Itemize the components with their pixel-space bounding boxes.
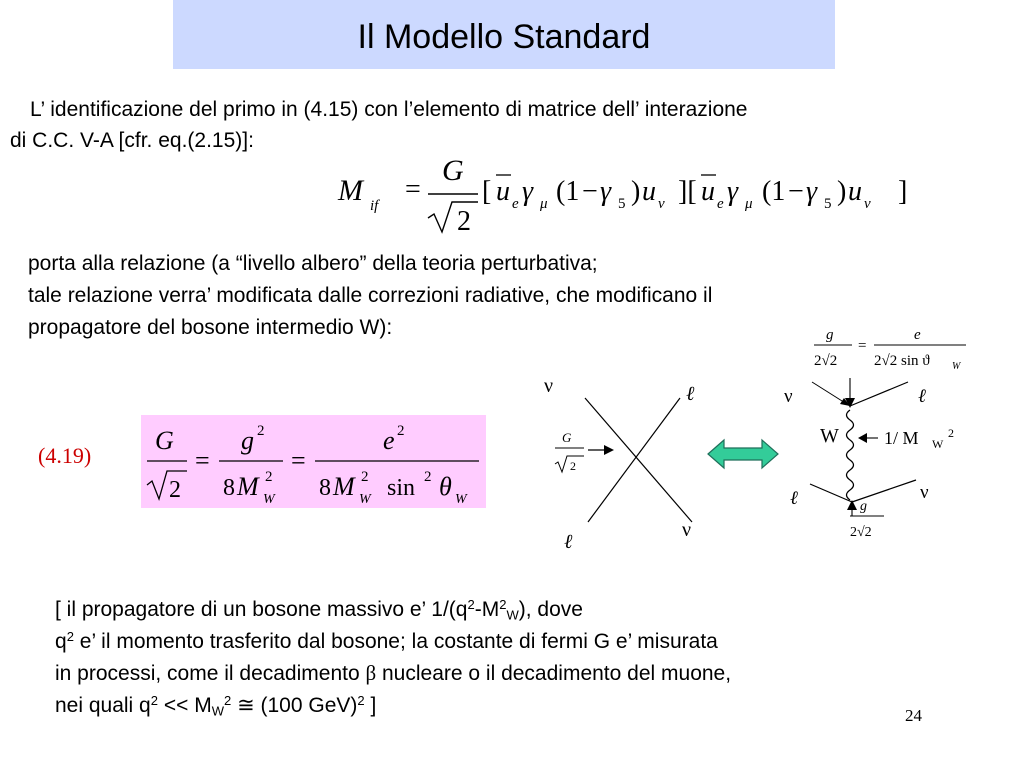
- svg-text:ν: ν: [864, 196, 871, 212]
- svg-text:u: u: [642, 176, 656, 207]
- svg-text:μ: μ: [540, 196, 548, 212]
- svg-text:e: e: [512, 196, 519, 212]
- svg-text:G: G: [155, 426, 174, 455]
- svg-text:θ: θ: [439, 472, 452, 501]
- intro-line-2: di C.C. V-A [cfr. eq.(2.15)]:: [10, 129, 254, 152]
- rel-den-sub: W: [952, 361, 961, 372]
- lower-fermion-line: [810, 484, 852, 502]
- svg-text:e: e: [717, 196, 724, 212]
- coupling-sqrt-2: 2: [570, 459, 576, 473]
- svg-text:2: 2: [424, 469, 432, 485]
- coupling-arrow: [604, 445, 614, 455]
- intro-line-1: L’ identificazione del primo in (4.15) con l’elemento di matrice dell’ interazione: [30, 98, 748, 121]
- nu-bottom-label: ν: [920, 482, 929, 503]
- svg-text:u: u: [701, 176, 715, 207]
- propagator-arrow: [858, 433, 867, 443]
- beta-symbol: β: [365, 661, 377, 685]
- svg-text:W: W: [263, 492, 275, 507]
- footer-line-4: nei quali $q^2 << M_W^2$ ≅ (100 GeV)$^2$ ]: [55, 692, 377, 719]
- rel-den-left: 2√2: [814, 353, 838, 369]
- eq-sqrt-2: 2: [457, 206, 471, 237]
- svg-text:2: 2: [361, 469, 369, 485]
- nu-top-label: ν: [784, 386, 793, 407]
- prop-label: 1/ M: [884, 428, 919, 448]
- svg-text:=: =: [195, 446, 210, 475]
- rel-den-right: 2√2 sin ϑ: [874, 353, 930, 369]
- svg-text:M: M: [333, 472, 355, 501]
- footer-line-1: [ il propagatore di un bosone massivo e’ $1/(q^2-M^2_W)$, dove: [55, 596, 583, 623]
- body-line-2: tale relazione verra’ modificata dalle correzioni radiative, che modificano il: [28, 284, 713, 307]
- svg-text:5: 5: [824, 196, 832, 212]
- footer-line-2: $q^2$ e’ il momento trasferito dal bosone; la costante di fermi G e’ misurata: [55, 628, 718, 653]
- eq-equals: =: [405, 174, 421, 205]
- fermion-line-nu: [585, 398, 692, 522]
- w-propagator: [847, 410, 854, 500]
- svg-text:u: u: [496, 176, 510, 207]
- svg-text:ν: ν: [658, 196, 665, 212]
- svg-text:u: u: [848, 176, 862, 207]
- svg-text:[: [: [482, 176, 492, 207]
- w-exchange-diagram: [780, 320, 980, 550]
- svg-text:8: 8: [223, 475, 235, 501]
- svg-text:M: M: [237, 472, 259, 501]
- prop-sup: 2: [948, 426, 954, 440]
- svg-text:2: 2: [265, 469, 273, 485]
- equivalence-arrow: [706, 438, 780, 470]
- svg-text:): ): [631, 176, 641, 207]
- equation-419: [141, 415, 486, 508]
- svg-text:γ: γ: [727, 176, 739, 207]
- ell-bottom-label: ℓ: [790, 488, 798, 509]
- svg-text:8: 8: [319, 475, 331, 501]
- nu-bottom-label: ν: [682, 519, 692, 541]
- footer-line-3: in processi, come il decadimento β nucleare o il decadimento del muone,: [55, 661, 732, 685]
- svg-text:=: =: [858, 338, 867, 354]
- prop-sub: W: [932, 437, 944, 451]
- eq-rhs-spinors: [482, 175, 907, 212]
- svg-text:]: ]: [898, 176, 908, 207]
- svg-text:−: −: [788, 176, 804, 207]
- svg-text:=: =: [291, 446, 306, 475]
- body-line-1: porta alla relazione (a “livello albero” della teoria perturbativa;: [28, 252, 598, 275]
- eq-lhs-M: M: [338, 174, 363, 207]
- matrix-element-equation: [330, 148, 930, 240]
- ell-top-label: ℓ: [918, 386, 926, 407]
- svg-text:(1: (1: [762, 176, 786, 207]
- svg-text:g: g: [241, 426, 254, 455]
- rel-e: e: [914, 327, 921, 343]
- body-line-3: propagatore del bosone intermedio W):: [28, 316, 393, 339]
- svg-text:γ: γ: [806, 176, 818, 207]
- contact-diagram: [540, 370, 720, 560]
- ell-top-label: ℓ: [686, 383, 695, 405]
- w-label: W: [820, 425, 839, 447]
- eq-lhs-sub: if: [370, 198, 379, 214]
- svg-text:W: W: [359, 492, 371, 507]
- upper-fermion-line: [850, 382, 908, 406]
- vertex-g: g: [860, 499, 867, 514]
- rel-g: g: [826, 327, 834, 343]
- svg-text:][: ][: [678, 176, 697, 207]
- svg-text:−: −: [582, 176, 598, 207]
- svg-text:5: 5: [618, 196, 626, 212]
- vertex-den: 2√2: [850, 525, 872, 540]
- svg-text:2: 2: [169, 477, 181, 503]
- page-number: 24: [905, 706, 922, 725]
- svg-text:(1: (1: [556, 176, 580, 207]
- svg-text:sin: sin: [387, 475, 416, 501]
- svg-text:e: e: [383, 426, 395, 455]
- svg-text:γ: γ: [522, 176, 534, 207]
- svg-text:): ): [837, 176, 847, 207]
- coupling-G: G: [562, 430, 572, 445]
- equation-label: (4.19): [38, 443, 92, 468]
- svg-text:2: 2: [397, 423, 405, 439]
- svg-text:μ: μ: [745, 196, 753, 212]
- nu-top-label: ν: [544, 375, 554, 397]
- svg-text:W: W: [455, 492, 467, 507]
- lower-vertex-arrow: [847, 500, 857, 510]
- svg-text:γ: γ: [600, 176, 612, 207]
- eq-G: G: [442, 154, 464, 187]
- slide-title: Il Modello Standard: [357, 18, 651, 56]
- ell-bottom-label: ℓ: [564, 531, 573, 553]
- svg-text:2: 2: [257, 423, 265, 439]
